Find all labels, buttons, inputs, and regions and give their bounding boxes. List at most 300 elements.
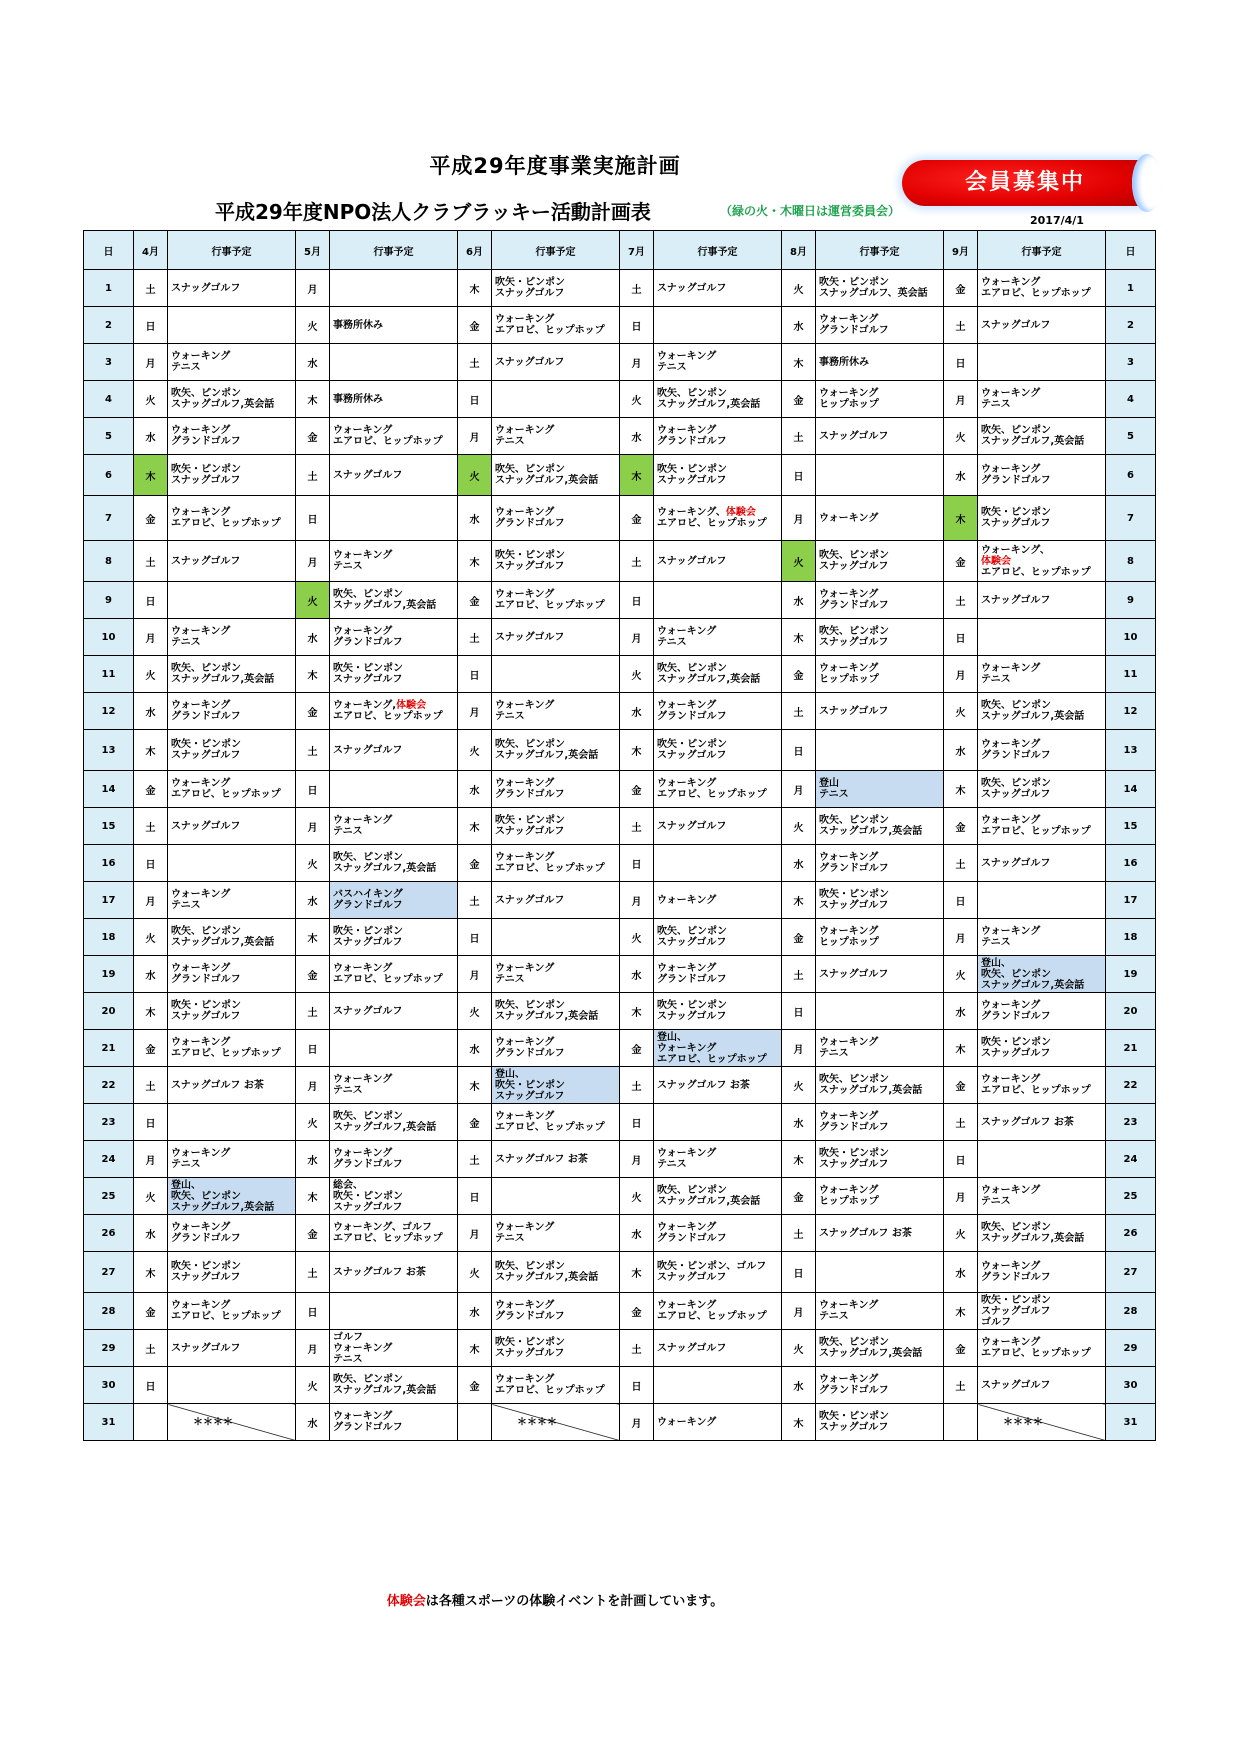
weekday-cell: 火	[782, 1067, 816, 1104]
event-cell: スナッグゴルフ	[168, 808, 296, 845]
weekday-cell: 火	[782, 270, 816, 307]
recruit-banner	[902, 160, 1148, 206]
weekday-cell: 日	[458, 1178, 492, 1215]
weekday-cell: 日	[782, 1252, 816, 1293]
event-text: エアロビ、ヒップホップ	[657, 518, 767, 529]
table-row	[84, 845, 1156, 882]
weekday-cell: 水	[296, 344, 330, 381]
weekday-cell: 金	[296, 693, 330, 730]
weekday-cell: 水	[296, 1404, 330, 1441]
day-number: 23	[84, 1104, 134, 1141]
weekday-cell: 火	[458, 993, 492, 1030]
event-cell: ウォーキング エアロビ、ヒップホップ	[492, 845, 620, 882]
day-number: 6	[84, 455, 134, 496]
event-cell	[492, 1178, 620, 1215]
weekday-cell: 木	[620, 730, 654, 771]
event-cell: 吹矢、ピンポン スナッグゴルフ,英会話	[816, 1067, 944, 1104]
day-number: 5	[84, 418, 134, 455]
table-row	[84, 656, 1156, 693]
event-cell: 吹矢・ピンポン スナッグゴルフ	[168, 993, 296, 1030]
weekday-cell: 木	[944, 1293, 978, 1330]
weekday-cell: 火	[296, 307, 330, 344]
weekday-cell: 水	[782, 307, 816, 344]
event-cell: 吹矢・ピンポン スナッグゴルフ	[978, 1030, 1106, 1067]
weekday-cell: 水	[296, 619, 330, 656]
event-cell: ウォーキング グランドゴルフ	[654, 1215, 782, 1252]
event-cell: ウォーキング エアロビ、ヒップホップ	[654, 1293, 782, 1330]
weekday-cell: 土	[296, 455, 330, 496]
weekday-cell: 日	[296, 1293, 330, 1330]
event-cell: ウォーキング エアロビ、ヒップホップ	[168, 496, 296, 541]
day-number: 12	[84, 693, 134, 730]
column-header: 行事予定	[492, 231, 620, 270]
event-cell: ウォーキング エアロビ、ヒップホップ	[168, 1293, 296, 1330]
weekday-cell: 木	[458, 1067, 492, 1104]
event-cell: ウォーキング、ゴルフ エアロビ、ヒップホップ	[330, 1215, 458, 1252]
event-cell	[330, 344, 458, 381]
table-row	[84, 344, 1156, 381]
day-number: 22	[84, 1067, 134, 1104]
day-number: 29	[84, 1330, 134, 1367]
event-cell: スナッグゴルフ	[816, 693, 944, 730]
table-row	[84, 270, 1156, 307]
weekday-cell: 水	[782, 1104, 816, 1141]
table-row	[84, 1330, 1156, 1367]
recruit-label: 会員募集中	[964, 170, 1085, 195]
table-row	[84, 1104, 1156, 1141]
weekday-cell: 月	[134, 1141, 168, 1178]
weekday-cell: 金	[458, 582, 492, 619]
column-header: 行事予定	[654, 231, 782, 270]
day-number: 13	[1106, 730, 1156, 771]
weekday-cell: 水	[944, 1252, 978, 1293]
table-row	[84, 541, 1156, 582]
event-cell: 吹矢・ピンポン スナッグゴルフ	[492, 541, 620, 582]
day-number: 8	[1106, 541, 1156, 582]
weekday-cell: 水	[944, 455, 978, 496]
table-row	[84, 1215, 1156, 1252]
day-number: 7	[84, 496, 134, 541]
event-cell: 吹矢、ピンポン スナッグゴルフ,英会話	[816, 808, 944, 845]
day-number: 26	[1106, 1215, 1156, 1252]
event-cell	[168, 307, 296, 344]
weekday-cell: 木	[296, 919, 330, 956]
day-number: 4	[84, 381, 134, 418]
day-number: 15	[84, 808, 134, 845]
event-cell	[168, 582, 296, 619]
day-number: 9	[1106, 582, 1156, 619]
table-row	[84, 771, 1156, 808]
weekday-cell: 火	[134, 656, 168, 693]
weekday-cell: 火	[134, 1178, 168, 1215]
event-cell: ウォーキング グランドゴルフ	[816, 1367, 944, 1404]
event-cell: ウォーキング グランドゴルフ	[978, 993, 1106, 1030]
event-cell	[816, 993, 944, 1030]
day-number: 19	[1106, 956, 1156, 993]
weekday-cell: 日	[782, 455, 816, 496]
footer-highlight: 体験会	[386, 1594, 426, 1609]
event-cell	[330, 496, 458, 541]
event-cell: スナッグゴルフ	[492, 344, 620, 381]
event-cell: ウォーキング グランドゴルフ	[168, 956, 296, 993]
event-cell: スナッグゴルフ	[330, 455, 458, 496]
column-header: 行事予定	[978, 231, 1106, 270]
event-cell: 総会、 吹矢・ピンポン スナッグゴルフ	[330, 1178, 458, 1215]
weekday-cell: 火	[296, 1104, 330, 1141]
event-cell: ウォーキング グランドゴルフ	[816, 845, 944, 882]
day-number: 14	[84, 771, 134, 808]
table-row	[84, 993, 1156, 1030]
weekday-cell: 木	[134, 455, 168, 496]
event-cell	[978, 1141, 1106, 1178]
event-cell: 吹矢、ピンポン スナッグゴルフ,英会話	[654, 1178, 782, 1215]
day-number: 3	[84, 344, 134, 381]
weekday-cell: 水	[134, 1215, 168, 1252]
event-cell: 吹矢、ピンポン スナッグゴルフ,英会話	[978, 1215, 1106, 1252]
event-cell: ウォーキング テニス	[654, 344, 782, 381]
event-cell: ウォーキング ヒップホップ	[816, 656, 944, 693]
event-text: エアロビ、ヒップホップ	[333, 711, 443, 722]
weekday-cell: 土	[620, 1067, 654, 1104]
table-row	[84, 956, 1156, 993]
event-cell: ウォーキング	[654, 882, 782, 919]
weekday-cell: 火	[620, 656, 654, 693]
weekday-cell: 月	[944, 656, 978, 693]
event-cell: ウォーキング テニス	[492, 956, 620, 993]
event-cell: ウォーキング テニス	[492, 418, 620, 455]
day-number: 31	[1106, 1404, 1156, 1441]
weekday-cell: 金	[620, 496, 654, 541]
weekday-cell: 木	[944, 496, 978, 541]
weekday-cell: 木	[296, 381, 330, 418]
activity-table	[83, 230, 1156, 1441]
weekday-cell: 土	[944, 1367, 978, 1404]
weekday-cell: 月	[458, 693, 492, 730]
weekday-cell: 土	[458, 619, 492, 656]
day-number: 27	[1106, 1252, 1156, 1293]
weekday-cell: 日	[944, 882, 978, 919]
weekday-cell: 水	[134, 693, 168, 730]
day-number: 16	[84, 845, 134, 882]
weekday-cell: 金	[458, 1104, 492, 1141]
event-cell: 吹矢・ピンポン スナッグゴルフ	[492, 270, 620, 307]
weekday-cell: 日	[620, 845, 654, 882]
weekday-cell: 火	[296, 845, 330, 882]
weekday-cell: 金	[944, 1067, 978, 1104]
weekday-cell: 日	[458, 381, 492, 418]
weekday-cell: 月	[620, 882, 654, 919]
weekday-cell: 日	[782, 730, 816, 771]
weekday-cell: 木	[296, 656, 330, 693]
weekday-cell: 木	[782, 1404, 816, 1441]
weekday-cell: 金	[134, 1030, 168, 1067]
day-number: 8	[84, 541, 134, 582]
event-cell: 吹矢、ピンポン スナッグゴルフ,英会話	[330, 582, 458, 619]
weekday-cell: 土	[296, 730, 330, 771]
weekday-cell: 火	[134, 919, 168, 956]
weekday-cell: 木	[620, 455, 654, 496]
event-cell: バスハイキング グランドゴルフ	[330, 882, 458, 919]
event-cell	[492, 656, 620, 693]
weekday-cell: 火	[134, 381, 168, 418]
event-cell	[492, 381, 620, 418]
event-cell: 吹矢、ピンポン スナッグゴルフ,英会話	[978, 693, 1106, 730]
weekday-cell: 木	[782, 344, 816, 381]
event-cell: ウォーキング エアロビ、ヒップホップ	[978, 1330, 1106, 1367]
weekday-cell: 木	[944, 771, 978, 808]
day-number: 7	[1106, 496, 1156, 541]
weekday-cell: 月	[782, 771, 816, 808]
day-number: 1	[84, 270, 134, 307]
event-cell: ウォーキング グランドゴルフ	[816, 582, 944, 619]
day-number: 31	[84, 1404, 134, 1441]
weekday-cell: 日	[134, 307, 168, 344]
event-cell: 吹矢・ピンポン スナッグゴルフ	[492, 808, 620, 845]
weekday-cell: 火	[944, 418, 978, 455]
event-cell	[168, 1367, 296, 1404]
event-cell: スナッグゴルフ	[330, 993, 458, 1030]
table-row	[84, 1067, 1156, 1104]
event-cell: ウォーキング エアロビ、ヒップホップ	[492, 582, 620, 619]
table-row	[84, 1178, 1156, 1215]
trial-event-label: 体験会	[396, 700, 427, 711]
weekday-cell: 水	[782, 582, 816, 619]
event-cell: ゴルフ ウォーキング テニス	[330, 1330, 458, 1367]
event-cell: ウォーキング エアロビ、ヒップホップ	[492, 307, 620, 344]
day-number: 5	[1106, 418, 1156, 455]
weekday-cell: 金	[134, 1293, 168, 1330]
event-cell: 吹矢・ピンポン スナッグゴルフ	[654, 455, 782, 496]
weekday-cell: 月	[620, 344, 654, 381]
weekday-cell: 金	[944, 1330, 978, 1367]
event-cell	[168, 1104, 296, 1141]
weekday-cell: 土	[944, 845, 978, 882]
weekday-cell: 木	[458, 808, 492, 845]
event-cell: 吹矢、ピンポン スナッグゴルフ,英会話	[654, 656, 782, 693]
weekday-cell: 金	[944, 541, 978, 582]
event-cell: ウォーキング エアロビ、ヒップホップ	[978, 808, 1106, 845]
event-cell: ウォーキング テニス	[978, 381, 1106, 418]
event-cell: スナッグゴルフ	[654, 1330, 782, 1367]
footer-text: は各種スポーツの体験イベントを計画しています。	[425, 1594, 724, 1609]
table-row	[84, 455, 1156, 496]
weekday-cell: 金	[134, 771, 168, 808]
event-cell: ウォーキング エアロビ、ヒップホップ	[330, 418, 458, 455]
committee-note: （緑の火・木曜日は運営委員会）	[720, 204, 901, 218]
weekday-cell: 日	[620, 1104, 654, 1141]
event-cell: 吹矢・ピンポン スナッグゴルフ	[654, 993, 782, 1030]
event-cell	[654, 845, 782, 882]
trial-event-label: 体験会	[725, 507, 756, 518]
weekday-cell: 水	[782, 845, 816, 882]
weekday-cell: 金	[296, 1215, 330, 1252]
weekday-cell: 火	[782, 541, 816, 582]
weekday-cell	[134, 1404, 168, 1441]
event-text: エアロビ、ヒップホップ	[981, 566, 1091, 578]
weekday-cell: 水	[620, 1215, 654, 1252]
day-number: 28	[84, 1293, 134, 1330]
event-cell: 吹矢・ピンポン スナッグゴルフ ゴルフ	[978, 1293, 1106, 1330]
event-cell: ウォーキング エアロビ、ヒップホップ	[978, 270, 1106, 307]
weekday-cell: 日	[620, 582, 654, 619]
table-row	[84, 919, 1156, 956]
event-cell: 登山、 吹矢、ピンポン スナッグゴルフ,英会話	[168, 1178, 296, 1215]
weekday-cell: 月	[944, 1178, 978, 1215]
weekday-cell: 月	[620, 1141, 654, 1178]
column-header: 日	[84, 231, 134, 270]
event-cell: 登山、 ウォーキング エアロビ、ヒップホップ	[654, 1030, 782, 1067]
table-row	[84, 496, 1156, 541]
weekday-cell: 水	[944, 993, 978, 1030]
weekday-cell: 木	[458, 1330, 492, 1367]
weekday-cell: 木	[944, 1030, 978, 1067]
weekday-cell: 日	[944, 619, 978, 656]
weekday-cell: 月	[782, 1030, 816, 1067]
weekday-cell: 日	[296, 496, 330, 541]
day-number: 14	[1106, 771, 1156, 808]
weekday-cell: 水	[620, 693, 654, 730]
weekday-cell: 木	[296, 1178, 330, 1215]
event-cell	[330, 1030, 458, 1067]
event-cell: スナッグゴルフ お茶	[978, 1104, 1106, 1141]
table-row	[84, 882, 1156, 919]
weekday-cell: 土	[782, 956, 816, 993]
event-cell	[168, 1404, 296, 1441]
event-cell: スナッグゴルフ お茶	[816, 1215, 944, 1252]
plan-date: 2017/4/1	[1030, 214, 1084, 227]
event-cell: 吹矢・ピンポン スナッグゴルフ	[168, 1252, 296, 1293]
event-cell: 吹矢・ピンポン スナッグゴルフ	[816, 1404, 944, 1441]
event-cell	[492, 919, 620, 956]
table-header-row	[84, 231, 1156, 270]
event-text: ウォーキング、	[657, 507, 726, 518]
event-cell: ウォーキング テニス	[978, 919, 1106, 956]
event-cell: ウォーキング グランドゴルフ	[168, 693, 296, 730]
weekday-cell: 火	[620, 1178, 654, 1215]
event-cell: 吹矢、ピンポン スナッグゴルフ,英会話	[654, 381, 782, 418]
day-number: 2	[1106, 307, 1156, 344]
event-cell	[978, 882, 1106, 919]
event-cell	[978, 541, 1106, 582]
weekday-cell: 日	[944, 344, 978, 381]
event-cell: ウォーキング テニス	[816, 1030, 944, 1067]
weekday-cell: 土	[782, 418, 816, 455]
weekday-cell: 月	[134, 619, 168, 656]
event-cell: ウォーキング グランドゴルフ	[168, 418, 296, 455]
day-number: 20	[84, 993, 134, 1030]
weekday-cell: 水	[296, 882, 330, 919]
weekday-cell	[458, 1404, 492, 1441]
weekday-cell	[944, 1404, 978, 1441]
event-cell: 事務所休み	[816, 344, 944, 381]
weekday-cell: 土	[458, 1141, 492, 1178]
day-number: 1	[1106, 270, 1156, 307]
event-cell: ウォーキング テニス	[654, 1141, 782, 1178]
event-cell	[654, 496, 782, 541]
event-cell: 吹矢、ピンポン スナッグゴルフ	[978, 771, 1106, 808]
event-cell: スナッグゴルフ	[168, 1330, 296, 1367]
day-number: 3	[1106, 344, 1156, 381]
event-cell: 吹矢・ピンポン スナッグゴルフ	[492, 1330, 620, 1367]
weekday-cell: 金	[458, 845, 492, 882]
event-cell: 吹矢・ピンポン スナッグゴルフ	[816, 882, 944, 919]
event-cell: ウォーキング グランドゴルフ	[168, 1215, 296, 1252]
event-cell: ウォーキング グランドゴルフ	[654, 956, 782, 993]
no-day-mark: ＊＊＊＊	[1003, 1416, 1043, 1428]
event-cell: 吹矢、ピンポン スナッグゴルフ,英会話	[168, 381, 296, 418]
event-cell: 吹矢・ピンポン スナッグゴルフ	[168, 730, 296, 771]
event-cell: スナッグゴルフ	[492, 619, 620, 656]
event-cell: ウォーキング エアロビ、ヒップホップ	[492, 1367, 620, 1404]
weekday-cell: 水	[134, 956, 168, 993]
event-cell: 吹矢、ピンポン スナッグゴルフ	[816, 619, 944, 656]
weekday-cell: 月	[296, 1330, 330, 1367]
day-number: 24	[1106, 1141, 1156, 1178]
event-cell: 吹矢、ピンポン スナッグゴルフ,英会話	[168, 919, 296, 956]
event-cell: ウォーキング グランドゴルフ	[816, 307, 944, 344]
event-cell: ウォーキング テニス	[168, 1141, 296, 1178]
weekday-cell: 土	[134, 270, 168, 307]
weekday-cell: 水	[458, 1030, 492, 1067]
weekday-cell: 金	[620, 1293, 654, 1330]
event-cell	[654, 307, 782, 344]
weekday-cell: 土	[296, 993, 330, 1030]
event-cell: ウォーキング	[654, 1404, 782, 1441]
weekday-cell: 火	[296, 582, 330, 619]
table-row	[84, 693, 1156, 730]
event-cell: スナッグゴルフ お茶	[492, 1141, 620, 1178]
event-cell: ウォーキング エアロビ、ヒップホップ	[168, 1030, 296, 1067]
day-number: 21	[84, 1030, 134, 1067]
weekday-cell: 月	[782, 496, 816, 541]
weekday-cell: 金	[296, 418, 330, 455]
day-number: 20	[1106, 993, 1156, 1030]
weekday-cell: 水	[134, 418, 168, 455]
weekday-cell: 日	[296, 771, 330, 808]
weekday-cell: 木	[620, 1252, 654, 1293]
event-cell	[816, 1252, 944, 1293]
weekday-cell: 木	[782, 619, 816, 656]
weekday-cell: 月	[134, 344, 168, 381]
day-number: 18	[84, 919, 134, 956]
weekday-cell: 月	[458, 1215, 492, 1252]
weekday-cell: 金	[620, 771, 654, 808]
weekday-cell: 水	[620, 418, 654, 455]
event-cell: ウォーキング テニス	[330, 1067, 458, 1104]
weekday-cell: 月	[134, 882, 168, 919]
event-cell: 登山、 吹矢・ピンポン スナッグゴルフ	[492, 1067, 620, 1104]
weekday-cell: 木	[782, 1141, 816, 1178]
column-header: 日	[1106, 231, 1156, 270]
weekday-cell: 土	[134, 1330, 168, 1367]
day-number: 13	[84, 730, 134, 771]
event-cell: ウォーキング グランドゴルフ	[330, 619, 458, 656]
day-number: 28	[1106, 1293, 1156, 1330]
day-number: 30	[84, 1367, 134, 1404]
event-cell: ウォーキング グランドゴルフ	[492, 1030, 620, 1067]
event-cell: スナッグゴルフ お茶	[654, 1067, 782, 1104]
weekday-cell: 日	[458, 919, 492, 956]
weekday-cell: 木	[458, 270, 492, 307]
event-cell	[978, 619, 1106, 656]
event-cell	[330, 771, 458, 808]
weekday-cell: 日	[296, 1030, 330, 1067]
event-cell: ウォーキング ヒップホップ	[816, 381, 944, 418]
event-cell	[330, 693, 458, 730]
event-cell: 吹矢・ピンポン スナッグゴルフ、英会話	[816, 270, 944, 307]
table-row	[84, 582, 1156, 619]
event-cell: スナッグゴルフ	[816, 956, 944, 993]
